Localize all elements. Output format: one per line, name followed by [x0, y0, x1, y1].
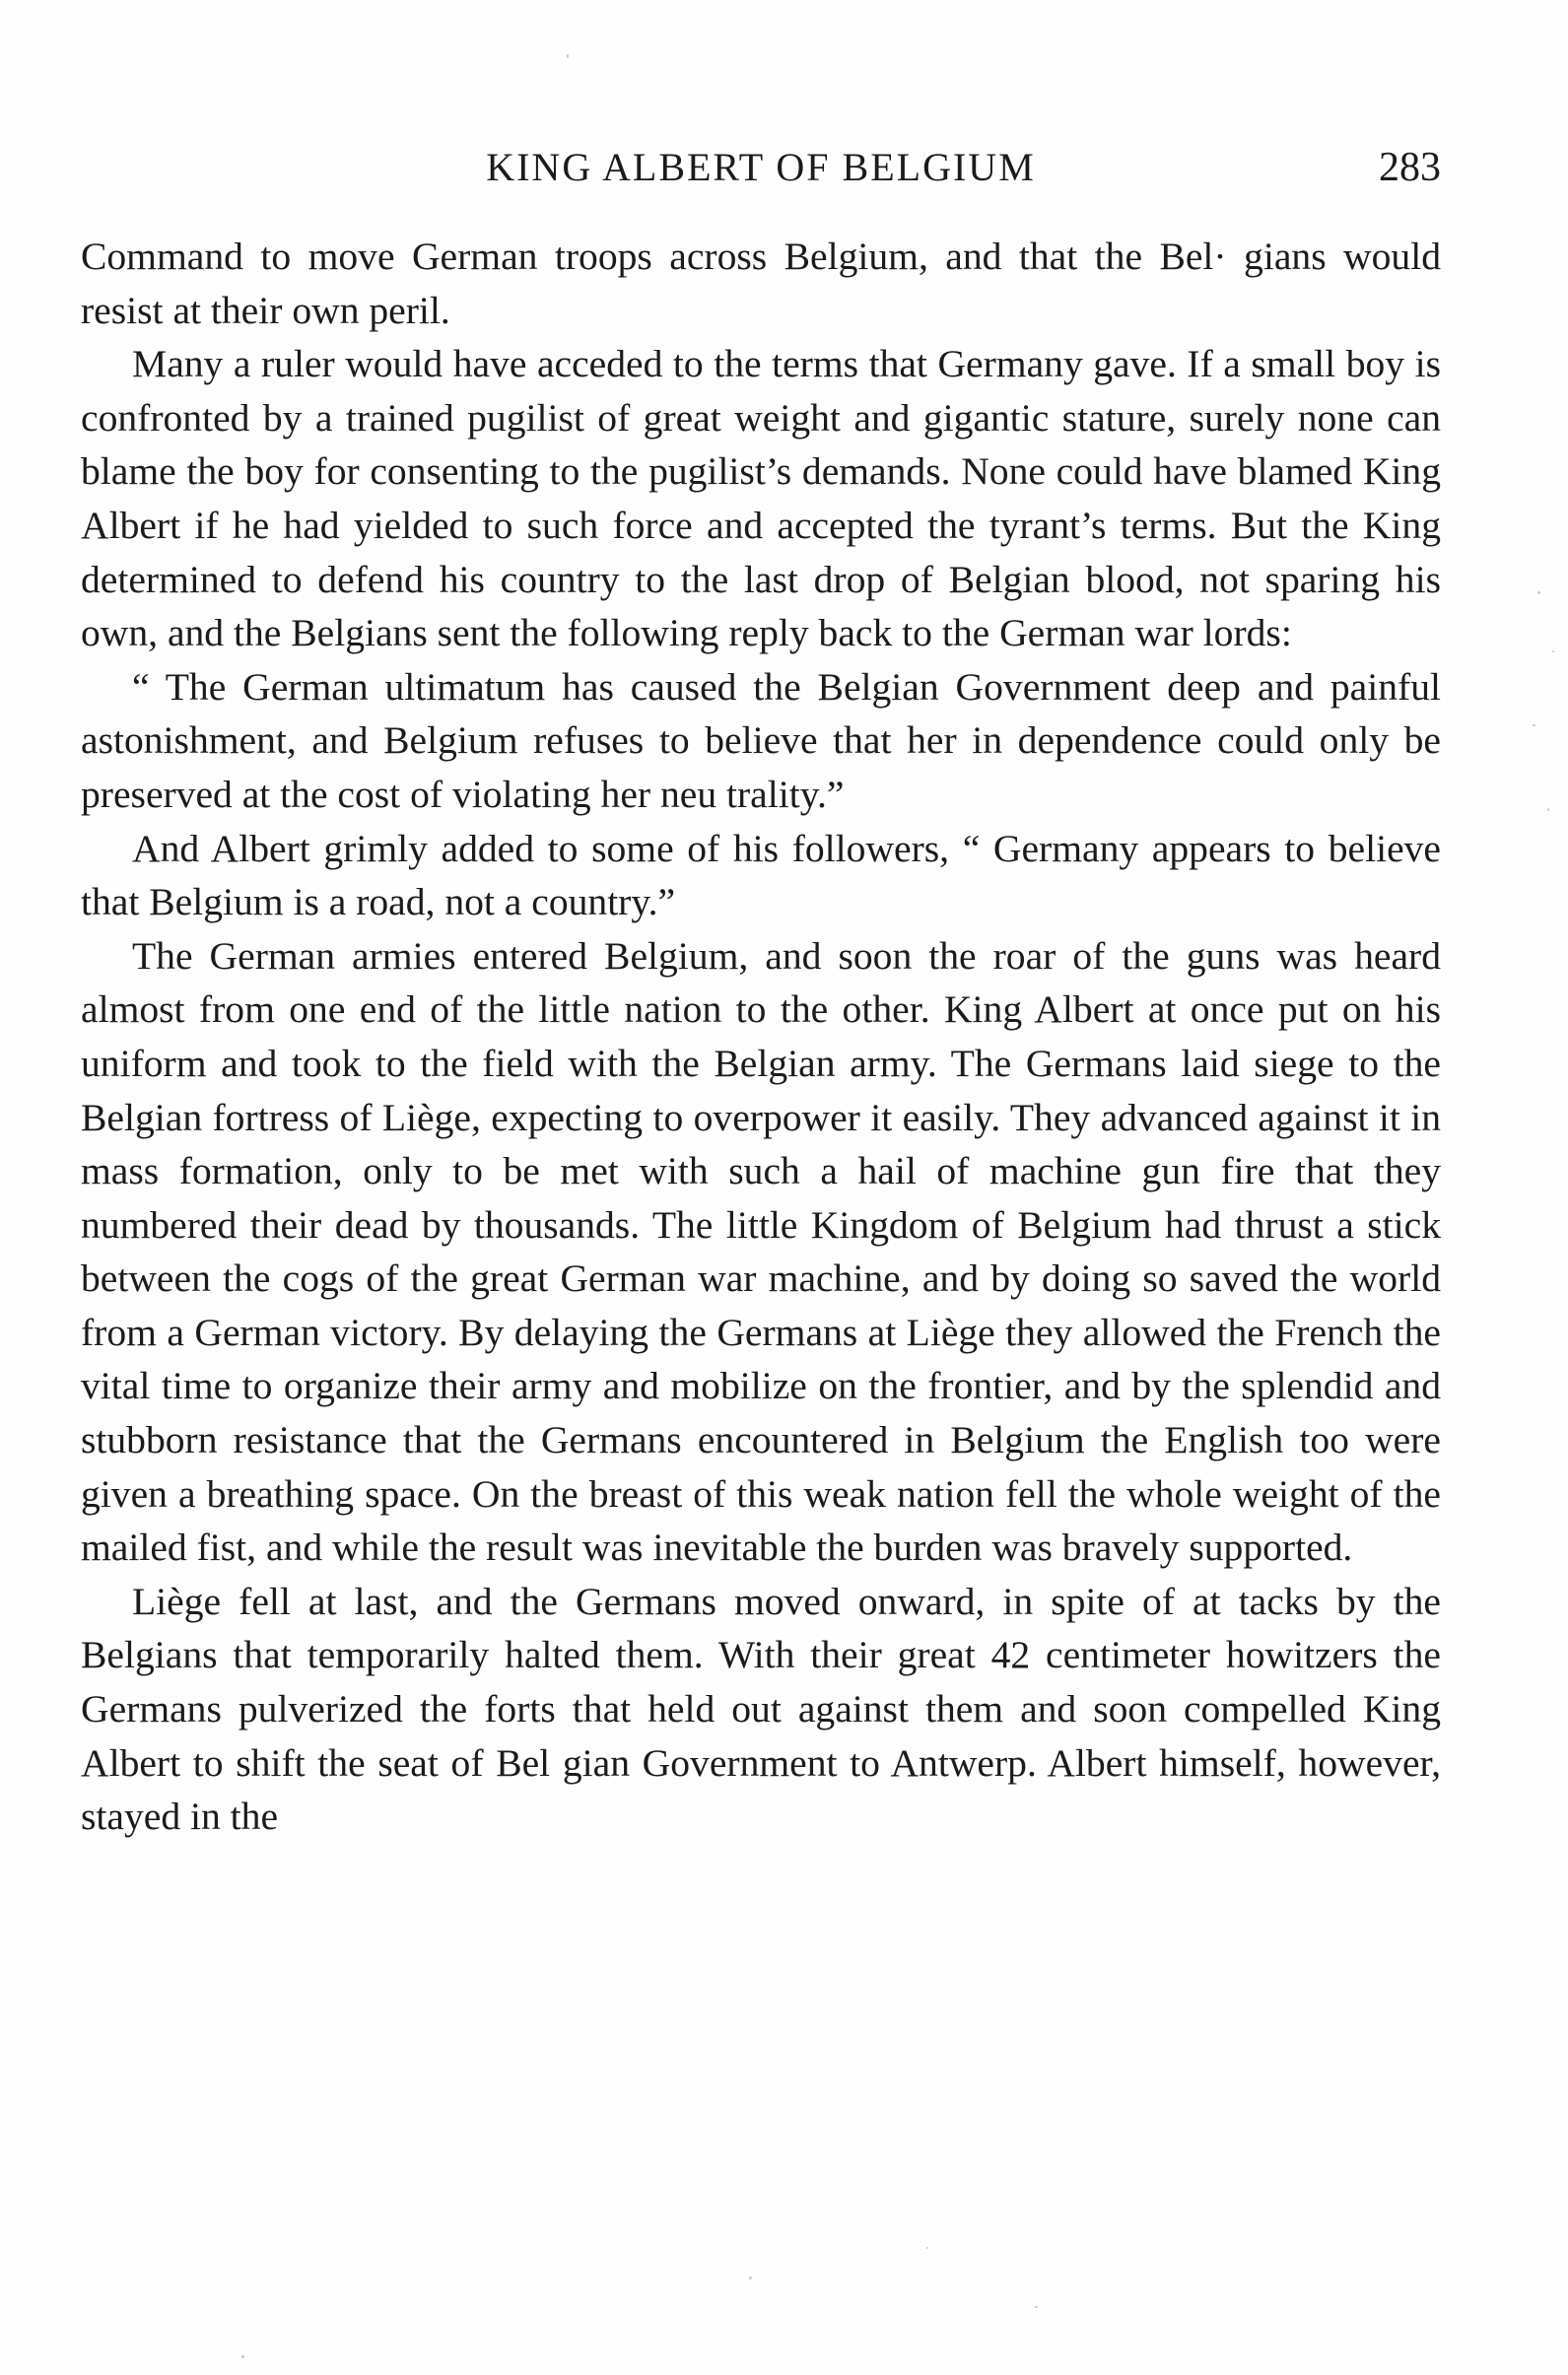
scan-speck	[567, 54, 569, 58]
scan-speck	[749, 2276, 752, 2279]
running-title: KING ALBERT OF BELGIUM	[486, 145, 1036, 189]
scan-speck	[1547, 808, 1549, 811]
body-text	[81, 230, 1441, 1844]
paragraph: Many a ruler would have acceded to the terms that Germany gave. If a small boy is confronted by a trained pugilist of great weight and gigantic stature, surely none can blame the boy for consenting to the pugilist’s demands. None could have blamed King Albert if he had yielded to such force and accepted the tyrant’s terms. But the King determined to defend his country to the last drop of Belgian blood, not sparing his own, and the Belgians sent the following reply back to the German war lords:	[81, 342, 1441, 655]
scan-speck	[241, 2355, 244, 2358]
paragraph-continued: Command to move German troops across Belgium, and that the Bel· gians would resist at their own peril.	[81, 235, 1441, 332]
paragraph: Liège fell at last, and the Germans moved onward, in spite of at tacks by the Belgians that temporarily halted them. With their great 42 centimeter howitzers the Germans pulverized the forts that held out against them and soon compelled King Albert to shift the seat of Bel gian Government to Antwerp. Albert himself, however, stayed in the	[81, 1579, 1441, 1839]
scan-speck	[1035, 2306, 1038, 2308]
scan-speck	[1537, 591, 1540, 594]
paragraph: And Albert grimly added to some of his followers, “ Germany appears to believe that Belgium is a road, not a country.”	[81, 826, 1441, 924]
scan-speck	[1552, 650, 1554, 652]
running-head	[81, 138, 1441, 197]
paragraph: The German armies entered Belgium, and soon the roar of the guns was heard almost from one end of the little nation to the other. King Albert at once put on his uniform and took to the field with the Belgian army. The Germans laid siege to the Belgian fortress of Liège, expecting to overpower it easily. They advanced against it in mass formation, only to be met with such a hail of machine gun fire that they numbered their dead by thousands. The little Kingdom of Belgium had thrust a stick between the cogs of the great German war machine, and by doing so saved the world from a German victory. By delaying the Germans at Liège they allowed the French the vital time to organize their army and mobilize on the frontier, and by the splendid and stubborn resistance that the Germans encountered in Belgium the English too were given a breathing space. On the breast of this weak nation fell the whole weight of the mailed fist, and while the result was inevitable the burden was bravely supported.	[81, 933, 1441, 1570]
page-number: 283	[1379, 145, 1441, 190]
quoted-reply-paragraph: “ The German ultimatum has caused the Belgian Government deep and painful astonishment, and Belgium refuses to believe that her in dependence could only be preserved at the cost of violating her neu trality.”	[81, 664, 1441, 816]
scan-speck	[926, 2247, 928, 2249]
scan-speck	[1533, 724, 1535, 726]
